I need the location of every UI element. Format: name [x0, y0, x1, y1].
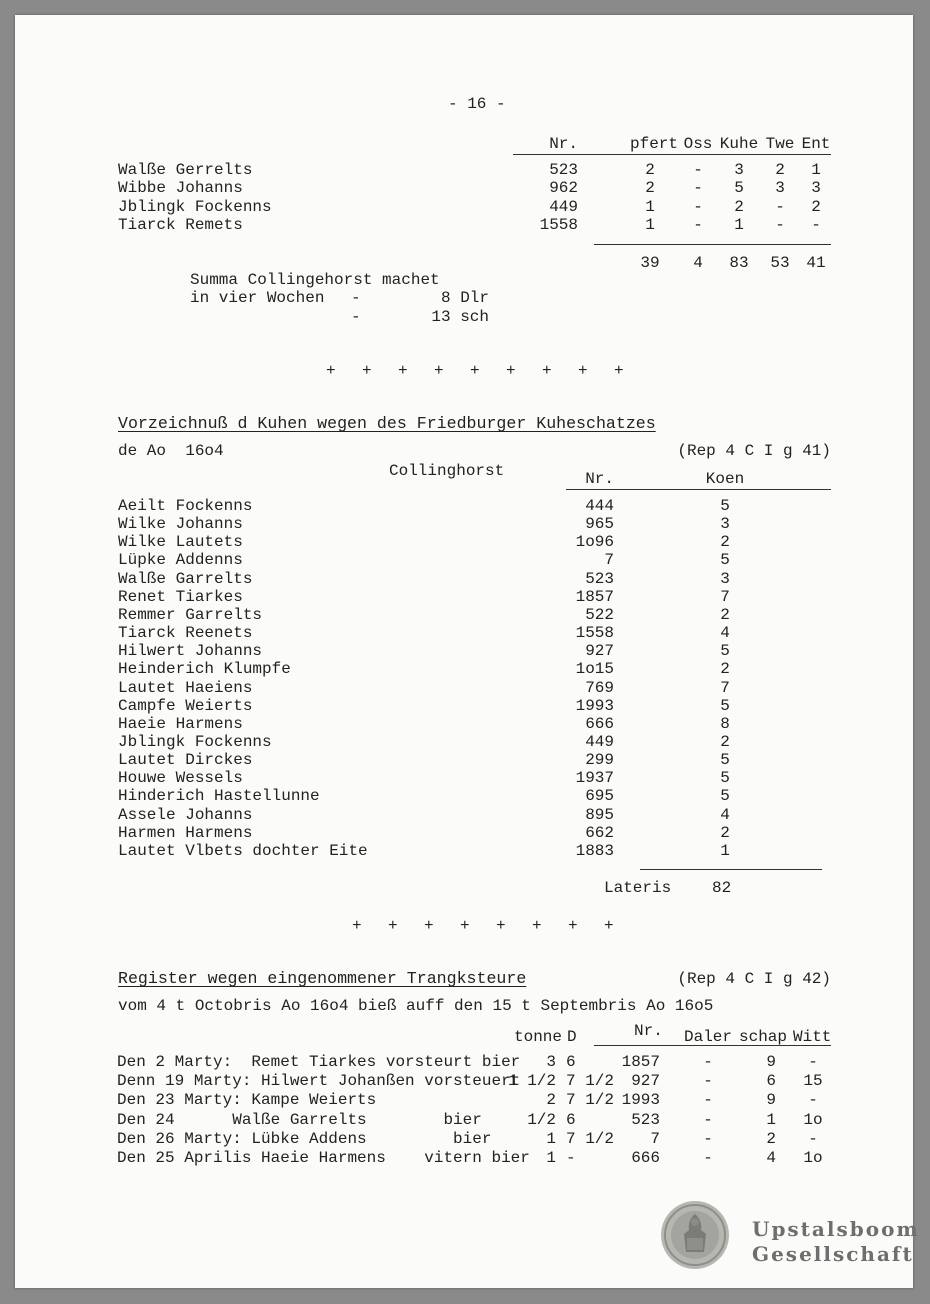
row-nr: 962 — [549, 179, 578, 198]
row-nr: 666 — [631, 1149, 660, 1167]
row-koen: 5 — [720, 642, 730, 661]
row-daler: - — [703, 1149, 713, 1167]
entry-text: Den 24 Walße Garrelts bier — [117, 1110, 482, 1129]
row-d: 7 1/2 — [566, 1072, 615, 1091]
row-koen: 5 — [720, 787, 730, 806]
row-kuhe: 2 — [734, 197, 744, 216]
row-koen: 3 — [720, 515, 730, 534]
row-nr: 895 — [585, 805, 614, 824]
header-rule-3 — [594, 1045, 831, 1046]
owner-name: Lautet Dirckes — [118, 751, 253, 770]
row-koen: 4 — [720, 805, 730, 824]
plus-mark: + — [388, 917, 398, 935]
row-nr: 7 — [604, 551, 614, 570]
summa-amount-sch: 13 sch — [431, 308, 489, 326]
row-twe: - — [775, 215, 785, 234]
row-pfert: 1 — [645, 197, 655, 216]
row-koen: 3 — [720, 569, 730, 588]
entry-text: Den 2 Marty: Remet Tiarkes vorsteurt bier — [117, 1053, 521, 1071]
row-tonne: 1 1/2 — [507, 1072, 556, 1091]
owner-name: Jblingk Fockenns — [118, 197, 272, 216]
owner-name: Remmer Garrelts — [118, 605, 263, 624]
owner-name: Jblingk Fockenns — [118, 732, 272, 751]
row-nr: 695 — [585, 787, 614, 806]
row-kuhe: 1 — [734, 215, 744, 234]
row-oss: - — [693, 215, 703, 234]
total-ent: 41 — [806, 254, 826, 272]
plus-mark: + — [532, 917, 542, 935]
owner-name: Aeilt Fockenns — [118, 497, 253, 515]
summa-dash-1: - — [351, 289, 361, 307]
plus-mark: + — [614, 362, 624, 380]
row-nr: 927 — [585, 642, 614, 661]
summa-dash-2: - — [351, 308, 361, 326]
row-nr: 1883 — [575, 841, 614, 860]
row-nr: 1o15 — [575, 660, 614, 679]
total-kuhe: 83 — [729, 254, 749, 272]
row-witt: 1o — [803, 1149, 823, 1167]
row-tonne: 1 — [546, 1129, 556, 1148]
header-schap: schap — [739, 1028, 788, 1046]
row-tonne: 2 — [546, 1091, 556, 1110]
row-nr: 927 — [631, 1072, 660, 1091]
logo-line-2: Gesellschaft — [752, 1242, 914, 1266]
row-koen: 7 — [720, 587, 730, 606]
row-koen: 8 — [720, 714, 730, 733]
header-twe: Twe — [765, 135, 795, 153]
plus-mark: + — [578, 362, 588, 380]
row-koen: 5 — [720, 751, 730, 770]
plus-mark: + — [542, 362, 552, 380]
owner-name: Campfe Weierts — [118, 696, 253, 715]
header-koen: Koen — [705, 470, 745, 488]
owner-name: Hinderich Hastellunne — [118, 787, 320, 806]
row-nr: 523 — [549, 161, 578, 179]
row-d: 7 1/2 — [566, 1129, 615, 1148]
owner-name: Haeie Harmens — [118, 714, 243, 733]
section-3-subtitle: vom 4 t Octobris Ao 16o4 bieß auff den 15 t Septembris Ao 16o5 — [118, 997, 714, 1015]
row-nr: 523 — [585, 569, 614, 588]
row-tonne: 1 — [546, 1149, 556, 1167]
row-nr: 444 — [585, 497, 614, 515]
row-d: 7 1/2 — [566, 1091, 615, 1110]
owner-name: Tiarck Reenets — [118, 624, 253, 643]
row-tonne: 1/2 — [527, 1110, 556, 1129]
lateris-label: Lateris — [604, 879, 672, 897]
row-kuhe: 5 — [734, 179, 744, 198]
entry-text: Den 26 Marty: Lübke Addens bier — [117, 1129, 492, 1148]
owner-name: Heinderich Klumpfe — [118, 660, 291, 679]
section-2-title: Vorzeichnuß d Kuhen wegen des Friedburger Kuheschatzes — [118, 414, 656, 433]
row-nr: 666 — [585, 714, 614, 733]
owner-name: Walße Gerrelts — [118, 161, 253, 179]
row-witt: - — [808, 1091, 818, 1110]
row-daler: - — [703, 1129, 713, 1148]
row-witt: 15 — [803, 1072, 823, 1091]
owner-name: Assele Johanns — [118, 805, 253, 824]
row-witt: 1o — [803, 1110, 823, 1129]
owner-name: Lautet Vlbets dochter Eite — [118, 841, 368, 860]
row-twe: 3 — [775, 179, 785, 198]
owner-name: Wilke Lautets — [118, 533, 243, 552]
row-daler: - — [703, 1091, 713, 1110]
row-koen: 5 — [720, 769, 730, 788]
row-koen: 5 — [720, 696, 730, 715]
plus-mark: + — [398, 362, 408, 380]
plus-mark: + — [424, 917, 434, 935]
row-daler: - — [703, 1053, 713, 1071]
owner-name: Tiarck Remets — [118, 215, 243, 234]
row-d: - — [566, 1149, 576, 1167]
header-daler: Daler — [684, 1028, 733, 1046]
row-nr: 1993 — [575, 696, 614, 715]
section-3-archive-ref: (Rep 4 C I g 42) — [677, 970, 831, 988]
entry-text: Denn 19 Marty: Hilwert Johanßen vorsteuert — [117, 1072, 521, 1091]
row-d: 6 — [566, 1053, 576, 1071]
row-ent: - — [811, 215, 821, 234]
row-witt: - — [808, 1129, 818, 1148]
row-nr: 449 — [549, 197, 578, 216]
row-twe: - — [775, 197, 785, 216]
row-nr: 449 — [585, 732, 614, 751]
header-nr: Nr. — [549, 135, 578, 153]
entry-text: Den 23 Marty: Kampe Weierts — [117, 1091, 377, 1110]
row-daler: - — [703, 1072, 713, 1091]
plus-mark: + — [496, 917, 506, 935]
plus-mark: + — [460, 917, 470, 935]
section-2-date: de Ao 16o4 — [118, 442, 224, 460]
row-nr: 299 — [585, 751, 614, 770]
owner-name: Renet Tiarkes — [118, 587, 243, 606]
row-koen: 5 — [720, 551, 730, 570]
row-schap: 9 — [766, 1091, 776, 1110]
row-nr: 1558 — [575, 624, 614, 643]
row-koen: 2 — [720, 660, 730, 679]
row-oss: - — [693, 161, 703, 179]
summa-amount-dlr: 8 Dlr — [440, 289, 489, 307]
row-kuhe: 3 — [734, 161, 744, 179]
owner-name: Harmen Harmens — [118, 823, 253, 842]
row-ent: 2 — [811, 197, 821, 216]
row-koen: 5 — [720, 497, 730, 515]
sum-rule-2 — [640, 869, 822, 870]
row-nr: 1o96 — [575, 533, 614, 552]
total-oss: 4 — [693, 254, 703, 272]
owner-name: Lautet Haeiens — [118, 678, 253, 697]
owner-name: Walße Garrelts — [118, 569, 253, 588]
plus-mark: + — [362, 362, 372, 380]
row-d: 6 — [566, 1110, 576, 1129]
row-schap: 2 — [766, 1129, 776, 1148]
section-2-archive-ref: (Rep 4 C I g 41) — [677, 442, 831, 460]
section-2-place: Collinghorst — [389, 462, 505, 480]
header-kuhe: Kuhe — [719, 135, 759, 153]
owner-name: Hilwert Johanns — [118, 642, 263, 661]
header-nr-2: Nr. — [585, 470, 614, 488]
row-koen: 7 — [720, 678, 730, 697]
header-rule-2 — [566, 489, 831, 490]
lateris-value: 82 — [712, 879, 732, 897]
row-oss: - — [693, 179, 703, 198]
page-number: - 16 - — [448, 95, 506, 113]
row-schap: 4 — [766, 1149, 776, 1167]
header-oss: Oss — [683, 135, 713, 153]
owner-name: Lüpke Addenns — [118, 551, 243, 570]
row-koen: 2 — [720, 533, 730, 552]
section-3-title: Register wegen eingenommener Trangksteure — [118, 969, 527, 988]
row-daler: - — [703, 1110, 713, 1129]
row-nr: 965 — [585, 515, 614, 534]
row-koen: 4 — [720, 624, 730, 643]
row-koen: 2 — [720, 823, 730, 842]
row-nr: 7 — [650, 1129, 660, 1148]
plus-mark: + — [434, 362, 444, 380]
owner-name: Wilke Johanns — [118, 515, 243, 534]
header-witt: Witt — [793, 1028, 832, 1046]
row-nr: 662 — [585, 823, 614, 842]
plus-mark: + — [470, 362, 480, 380]
row-nr: 1558 — [539, 215, 578, 234]
row-nr: 523 — [631, 1110, 660, 1129]
plus-mark: + — [568, 917, 578, 935]
header-pfert: pfert — [629, 135, 678, 153]
row-nr: 769 — [585, 678, 614, 697]
owner-name: Houwe Wessels — [118, 769, 243, 788]
total-pfert: 39 — [640, 254, 660, 272]
row-witt: - — [808, 1053, 818, 1071]
row-pfert: 1 — [645, 215, 655, 234]
total-twe: 53 — [770, 254, 790, 272]
sum-rule — [594, 244, 831, 245]
summa-line-1: Summa Collingehorst machet — [190, 271, 440, 289]
row-tonne: 3 — [546, 1053, 556, 1071]
row-nr: 1857 — [621, 1053, 660, 1071]
header-nr-3: Nr. — [634, 1022, 663, 1040]
row-pfert: 2 — [645, 161, 655, 179]
owner-name: Wibbe Johanns — [118, 179, 243, 198]
row-nr: 1993 — [621, 1091, 660, 1110]
row-schap: 6 — [766, 1072, 776, 1091]
row-nr: 522 — [585, 605, 614, 624]
plus-mark: + — [506, 362, 516, 380]
header-d: D — [567, 1028, 577, 1046]
header-tonne: tonne — [514, 1028, 563, 1046]
logo-line-1: Upstalsboom — [752, 1217, 920, 1241]
plus-mark: + — [326, 362, 336, 380]
summa-line-2: in vier Wochen — [190, 289, 325, 307]
plus-mark: + — [352, 917, 362, 935]
row-ent: 1 — [811, 161, 821, 179]
society-seal-icon — [660, 1200, 730, 1270]
entry-text: Den 25 Aprilis Haeie Harmens vitern bier — [117, 1149, 530, 1167]
row-koen: 2 — [720, 732, 730, 751]
row-schap: 9 — [766, 1053, 776, 1071]
row-oss: - — [693, 197, 703, 216]
row-koen: 1 — [720, 841, 730, 860]
row-nr: 1857 — [575, 587, 614, 606]
row-nr: 1937 — [575, 769, 614, 788]
row-pfert: 2 — [645, 179, 655, 198]
header-ent: Ent — [801, 135, 831, 153]
row-koen: 2 — [720, 605, 730, 624]
row-schap: 1 — [766, 1110, 776, 1129]
row-ent: 3 — [811, 179, 821, 198]
plus-mark: + — [604, 917, 614, 935]
row-twe: 2 — [775, 161, 785, 179]
header-rule — [513, 154, 831, 155]
